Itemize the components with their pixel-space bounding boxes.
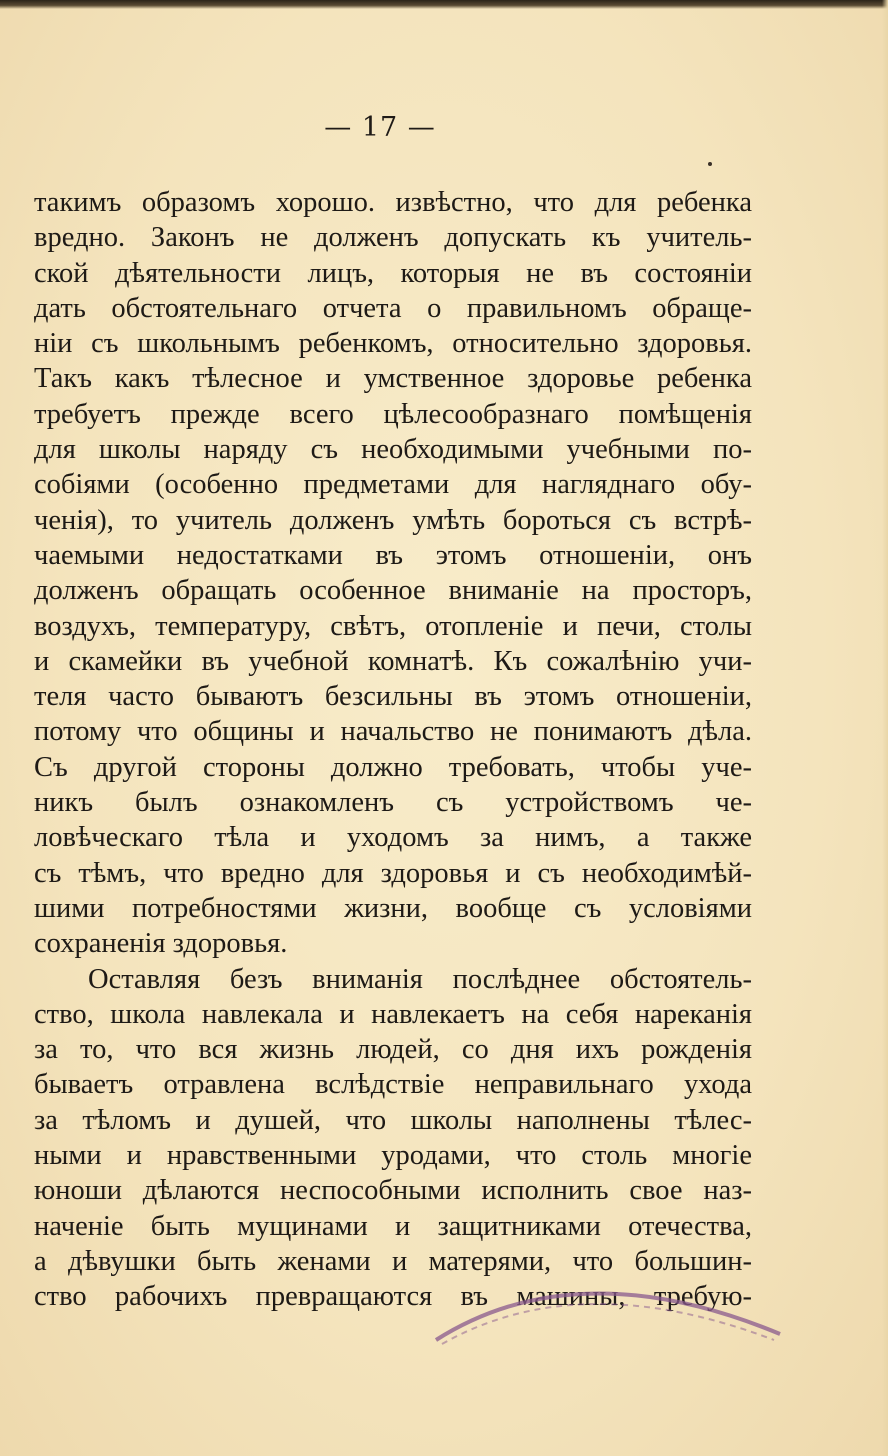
text-line: ской дѣятельности лицъ, которыя не въ состояніи — [34, 257, 752, 289]
ink-speck — [708, 162, 712, 166]
text-line: вредно. Законъ не долженъ допускать къ учитель- — [34, 222, 752, 254]
text-line: долженъ обращать особенное вниманіе на просторъ, — [34, 575, 752, 607]
text-line: воздухъ, температуру, свѣтъ, отопленіе и печи, столы — [34, 610, 752, 642]
text-line: бываетъ отравлена вслѣдствіе неправильнаго ухода — [34, 1069, 752, 1101]
text-line: для школы наряду съ необходимыми учебными по- — [34, 434, 752, 466]
paragraph-start-line: Оставляя безъ вниманія послѣднее обстоятель- — [88, 963, 752, 995]
text-line: ство, школа навлекала и навлекаетъ на себя нареканія — [34, 998, 752, 1030]
text-line: ство рабочихъ превращаются въ машины, требую- — [34, 1281, 752, 1313]
text-line: наченіе быть мущинами и защитниками отечества, — [34, 1210, 752, 1242]
text-line: Съ другой стороны должно требовать, чтобы уче- — [34, 751, 752, 783]
text-line: шими потребностями жизни, вообще съ условіями — [34, 892, 752, 924]
text-line: никъ былъ ознакомленъ съ устройствомъ че- — [34, 787, 752, 819]
text-line: теля часто бываютъ безсильны въ этомъ отношеніи, — [34, 681, 752, 713]
text-line: за тѣломъ и душей, что школы наполнены тѣлес- — [34, 1104, 752, 1136]
page-top-edge — [0, 0, 888, 9]
text-line: ніи съ школьнымъ ребенкомъ, относительно здоровья. — [34, 328, 752, 360]
text-line: за то, что вся жизнь людей, со дня ихъ рожденія — [34, 1034, 752, 1066]
text-line: дать обстоятельнаго отчета о правильномъ обраще- — [34, 292, 752, 324]
text-line: Такъ какъ тѣлесное и умственное здоровье ребенка — [34, 363, 752, 395]
text-line: потому что общины и начальство не понимаютъ дѣла. — [34, 716, 752, 748]
paragraph-end-line: сохраненія здоровья. — [34, 928, 288, 960]
text-line: чаемыми недостатками въ этомъ отношеніи, онъ — [34, 539, 752, 571]
body-text — [34, 185, 752, 1315]
text-line: ченія), то учитель долженъ умѣть бороться съ встрѣ- — [34, 504, 752, 536]
text-line: а дѣвушки быть женами и матерями, что большин- — [34, 1245, 752, 1277]
text-line: съ тѣмъ, что вредно для здоровья и съ необходимѣй- — [34, 857, 752, 889]
text-line: ными и нравственными уродами, что столь многіе — [34, 1140, 752, 1172]
page-right-edge — [882, 0, 888, 1456]
page-number: — 17 — — [324, 112, 436, 143]
text-line: и скамейки въ учебной комнатѣ. Къ сожалѣнію учи- — [34, 645, 752, 677]
text-line: требуетъ прежде всего цѣлесообразнаго помѣщенія — [34, 398, 752, 430]
text-line: ловѣческаго тѣла и уходомъ за нимъ, а также — [34, 822, 752, 854]
text-line: юноши дѣлаются неспособными исполнить свое наз- — [34, 1175, 752, 1207]
text-line: собіями (особенно предметами для нагляднаго обу- — [34, 469, 752, 501]
text-line: такимъ образомъ хорошо. извѣстно, что для ребенка — [34, 187, 752, 218]
